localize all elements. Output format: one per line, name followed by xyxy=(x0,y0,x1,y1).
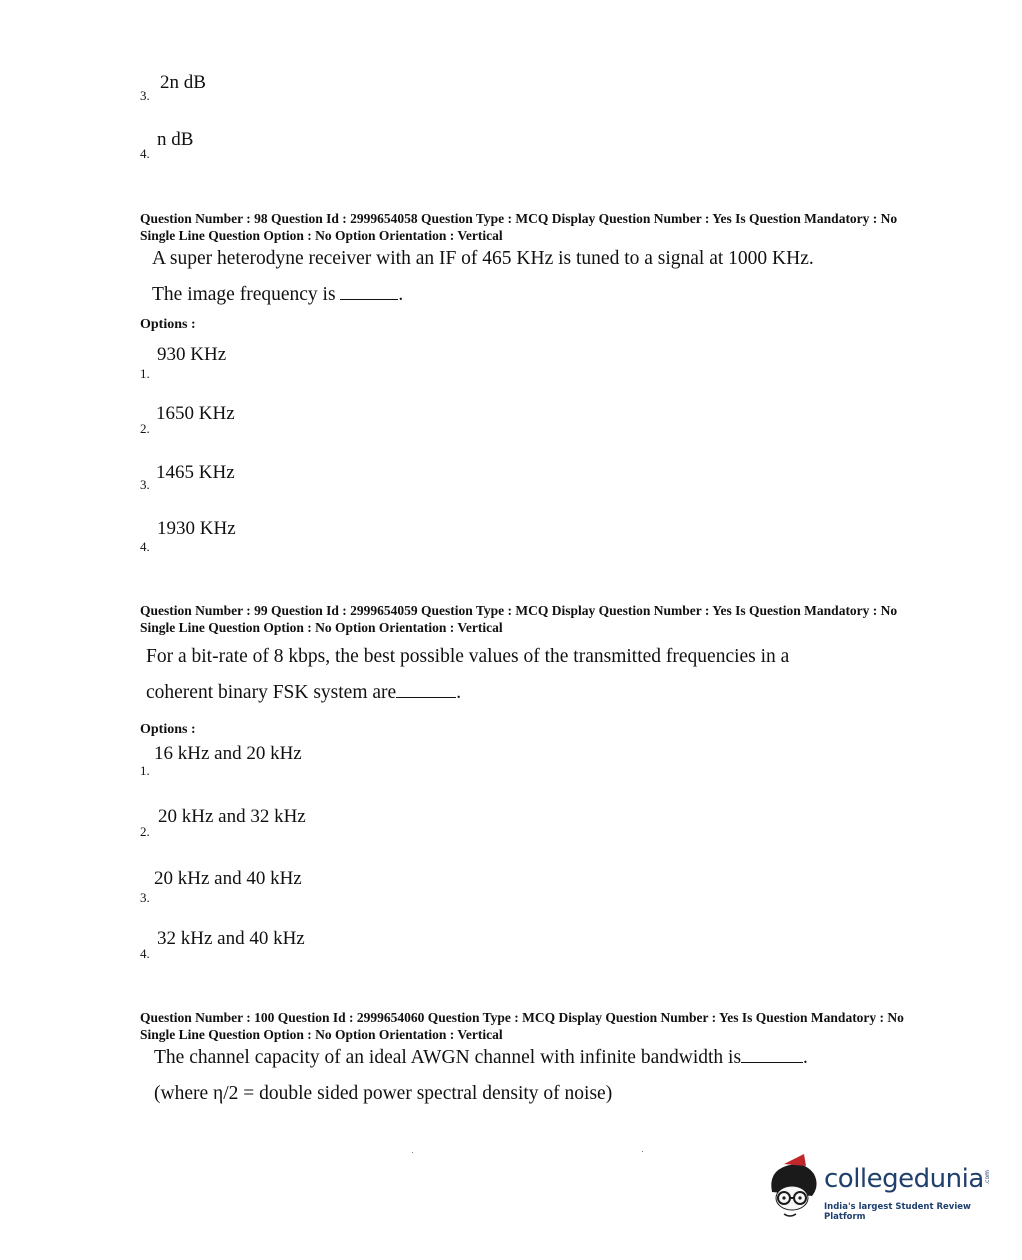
option-text: 1650 KHz xyxy=(156,403,235,424)
scan-dot xyxy=(412,1152,413,1153)
question-99-stem-line1: For a bit-rate of 8 kbps, the best possible values of the transmitted frequencies in a xyxy=(146,646,790,667)
options-label: Options : xyxy=(140,722,196,737)
option-text: 2n dB xyxy=(160,72,206,93)
option-text: 930 KHz xyxy=(157,344,227,365)
option-text: n dB xyxy=(157,129,194,150)
mascot-icon xyxy=(764,1152,824,1222)
question-99-meta: Question Number : 99 Question Id : 2999654059 Question Type : MCQ Display Question Number : Yes Is Question Mandatory : No Single Line Question Option : No Option Orientation : Vertical xyxy=(140,603,898,635)
option-text: 1465 KHz xyxy=(156,462,235,483)
option-number: 3. xyxy=(140,88,150,103)
question-100-stem-line2: (where η/2 = double sided power spectral density of noise) xyxy=(154,1083,613,1104)
question-98-stem-line1: A super heterodyne receiver with an IF of 465 KHz is tuned to a signal at 1000 KHz. xyxy=(152,248,814,269)
option-number: 4. xyxy=(140,539,150,554)
logo-tagline: India's largest Student Review Platform xyxy=(824,1202,971,1222)
question-100-stem-line1: The channel capacity of an ideal AWGN channel with infinite bandwidth is . xyxy=(154,1047,808,1068)
logo-suffix: .com xyxy=(984,1170,991,1185)
option-text: 32 kHz and 40 kHz xyxy=(157,928,305,949)
option-number: 1. xyxy=(140,763,150,778)
question-99-stem-line2: coherent binary FSK system are . xyxy=(146,682,462,703)
option-text: 20 kHz and 40 kHz xyxy=(154,868,302,889)
option-number: 2. xyxy=(140,824,150,839)
collegedunia-logo xyxy=(764,1152,994,1222)
scan-dot xyxy=(642,1151,643,1152)
option-number: 2. xyxy=(140,421,150,436)
option-number: 3. xyxy=(140,477,150,492)
option-number: 4. xyxy=(140,146,150,161)
option-text: 1930 KHz xyxy=(157,518,236,539)
option-number: 3. xyxy=(140,890,150,905)
logo-wordmark: collegedunia xyxy=(824,1164,984,1194)
option-text: 20 kHz and 32 kHz xyxy=(158,806,306,827)
option-text: 16 kHz and 20 kHz xyxy=(154,743,302,764)
option-number: 4. xyxy=(140,946,150,961)
options-label: Options : xyxy=(140,317,196,332)
option-number: 1. xyxy=(140,366,150,381)
question-98-stem-line2: The image frequency is . xyxy=(152,284,404,305)
question-100-meta: Question Number : 100 Question Id : 2999654060 Question Type : MCQ Display Question Number : Yes Is Question Mandatory : No Single Line Question Option : No Option Orientation : Vertical xyxy=(140,1010,904,1042)
question-98-meta: Question Number : 98 Question Id : 2999654058 Question Type : MCQ Display Question Number : Yes Is Question Mandatory : No Single Line Question Option : No Option Orientation : Vertical xyxy=(140,211,898,243)
